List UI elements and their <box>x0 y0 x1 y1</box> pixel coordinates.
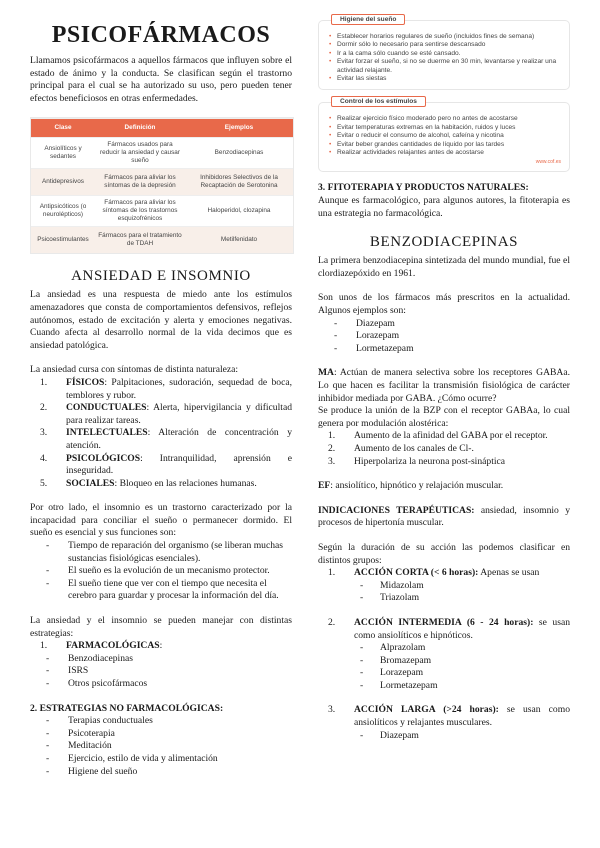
grupos-list <box>318 704 570 729</box>
sintomas-list <box>30 377 292 490</box>
grupo-corta-items <box>318 580 570 605</box>
dash-bullet: - <box>334 317 338 329</box>
ma-label: MA <box>318 367 334 379</box>
list-item-text: Lorazepam <box>380 667 424 679</box>
list-item-text: Aumento de los canales de Cl-. <box>354 442 474 454</box>
control-card <box>318 98 570 172</box>
benzo-paragraph-1: La primera benzodiacepina sintetizada del mundo mundial, fue el clordiazepóxido en 1961. <box>318 255 570 279</box>
list-item <box>327 58 561 75</box>
farma-list <box>30 640 292 653</box>
list-item-text: Apenas se usan <box>478 567 540 579</box>
nofarma-title: 2. ESTRATEGIAS NO FARMACOLÓGICAS: <box>30 702 224 714</box>
list-item-text: El sueño tiene que ver con el tiempo que necesita el cerebro para guardar y procesar la información del día. <box>68 577 279 602</box>
table-cell: Haloperidol, clozapina <box>207 207 271 215</box>
grupos-list <box>318 567 570 580</box>
list-number: 3. <box>328 455 336 467</box>
table-header-cell: Definición <box>95 119 185 137</box>
table-cell: Ansiolíticos y sedantes <box>44 145 82 161</box>
list-number: 5. <box>40 477 48 489</box>
list-item-text: : Palpitaciones, sudoración, sequedad de boca, temblores y rubor. <box>66 376 292 401</box>
list-item-text: Evitar beber grandes cantidades de líquido por las tardes <box>337 140 505 148</box>
dash-bullet: - <box>46 715 50 727</box>
list-item-text: : Alerta, hipervigilancia y dificultad para realizar tareas. <box>66 402 292 426</box>
list-item-text: : <box>159 640 163 652</box>
list-item-bold: INTELECTUALES <box>66 427 148 439</box>
right-column <box>318 0 570 742</box>
list-number: 2. <box>328 442 336 454</box>
list-item-bold: SOCIALES <box>66 477 115 489</box>
duracion-paragraph: Según la duración de su acción las podemos clasificar en distintos grupos: <box>318 541 570 566</box>
fito-title: 3. FITOTERAPIA Y PRODUCTOS NATURALES: <box>318 182 529 194</box>
left-column <box>30 0 292 778</box>
list-item <box>318 443 570 456</box>
list-number: 2. <box>328 616 336 628</box>
list-item-text: Ejercicio, estilo de vida y alimentación <box>68 752 218 764</box>
list-item <box>30 402 292 427</box>
list-item-text: Terapias conductuales <box>68 715 153 727</box>
list-item-text: El sueño es la evolución de un mecanismo protector. <box>68 565 270 577</box>
list-item <box>327 124 561 132</box>
table-row <box>31 226 293 253</box>
higiene-list <box>327 33 561 83</box>
list-item <box>30 766 292 779</box>
higiene-card-label: Higiene del sueño <box>331 14 405 25</box>
list-item-bold: ACCIÓN CORTA (< 6 horas): <box>354 567 479 579</box>
dash-bullet: - <box>46 678 50 689</box>
dash-bullet: - <box>46 740 50 752</box>
card-footer: www.cof.es <box>535 159 561 166</box>
sintomas-intro: La ansiedad cursa con síntomas de distinta naturaleza: <box>30 364 239 376</box>
table-row <box>31 137 293 168</box>
ma-paragraph <box>318 367 570 405</box>
table-cell: Benzodiacepinas <box>214 149 264 157</box>
bullet-icon: • <box>329 140 332 148</box>
page-title: PSICOFÁRMACOS <box>51 22 271 48</box>
section-title-benzo: BENZODIACEPINAS <box>369 234 519 251</box>
bullet-icon: • <box>329 49 332 57</box>
bullet-icon: • <box>329 149 332 157</box>
table-cell: Fármacos usados para reducir la ansiedad y causar sueño <box>100 141 180 165</box>
dash-bullet: - <box>46 765 50 777</box>
list-item <box>318 704 570 729</box>
intro-paragraph: Llamamos psicofármacos a aquellos fármacos que influyen sobre el estado de ánimo y la conducta. Se clasifican según el trastorno principal para el cual se ha autorizado su uso, pero pueden tener efectos beneficiosos en otras enfermedades. <box>30 55 292 104</box>
insomnio-paragraph: Por otro lado, el insomnio es un trastorno caracterizado por la incapacidad para conciliar el sueño o permanecer dormido. El sueño es esencial y sus funciones son: <box>30 502 292 539</box>
list-item <box>30 740 292 753</box>
bullet-icon: • <box>329 41 332 49</box>
ef-paragraph <box>318 480 570 493</box>
list-item <box>318 580 570 593</box>
list-number: 4. <box>40 452 48 464</box>
list-item-text: se usan como ansiolíticos e hipnóticos. <box>354 616 571 641</box>
list-item <box>327 149 561 157</box>
list-item <box>327 33 561 41</box>
ansiedad-paragraph: La ansiedad es una respuesta de miedo ante los estímulos amenazadores que consta de comportamientos defensivos, reflejos autónomos, estado de excitación y alerta y emociones negativas. Cuando afecta al desarrollo normal de la vida decimos que es ansiedad patológica. <box>30 289 292 351</box>
list-item-text: : Alteración de concentración y atención. <box>66 427 292 451</box>
list-item <box>318 318 570 331</box>
list-item-bold: ACCIÓN INTERMEDIA (6 - 24 horas): <box>354 616 534 628</box>
indicaciones-label: INDICACIONES TERAPÉUTICAS: <box>318 504 475 516</box>
list-item-text: Tiempo de reparación del organismo (se liberan muchas sustancias fisiológicas esenciales). <box>68 540 284 564</box>
list-item-text: Otros psicofármacos <box>68 678 148 689</box>
dash-bullet: - <box>360 654 364 666</box>
dash-bullet: - <box>334 330 338 342</box>
farma-items <box>30 653 292 691</box>
control-card-label: Control de los estímulos <box>331 96 426 107</box>
list-item-bold: ACCIÓN LARGA (>24 horas): <box>354 704 499 716</box>
list-item-text: ISRS <box>68 665 89 677</box>
list-item <box>30 565 292 578</box>
table-row <box>31 168 293 195</box>
grupo-larga-items <box>318 730 570 743</box>
dash-bullet: - <box>334 342 338 354</box>
table-cell: Inhibidores Selectivos de la Recaptación de Serotonina <box>200 174 278 190</box>
ma-paragraph-2: Se produce la unión de la BZP con el receptor GABAa, lo cual genera por modulación alostérica: <box>318 405 570 429</box>
table-cell: Fármacos para el tratamiento de TDAH <box>98 232 182 248</box>
dash-bullet: - <box>360 729 364 741</box>
list-item <box>30 678 292 691</box>
grupos-list <box>318 617 570 642</box>
list-number: 3. <box>40 427 48 439</box>
funciones-list <box>30 540 292 603</box>
dash-bullet: - <box>46 752 50 764</box>
list-item-text: Evitar las siestas <box>337 75 387 83</box>
table-cell: Fármacos para aliviar los síntomas de los trastornos esquizofrénicos <box>102 199 178 223</box>
list-item <box>30 578 292 603</box>
list-number: 1. <box>328 567 336 579</box>
list-item <box>318 642 570 655</box>
fito-paragraph: Aunque es farmacológico, para algunos autores, la fitoterapia es una estrategia no farmacológica. <box>318 195 570 219</box>
list-item-text: Diazepam <box>380 729 419 741</box>
list-item-text: Ir a la cama sólo cuando se esté cansado. <box>337 49 461 57</box>
bullet-icon: • <box>329 33 332 40</box>
list-item-text: Evitar temperaturas extremas en la habitación, ruidos y luces <box>337 123 516 131</box>
list-number: 1. <box>328 430 336 442</box>
list-item <box>318 567 570 580</box>
dash-bullet: - <box>360 667 364 679</box>
table-row <box>31 195 293 226</box>
list-item <box>318 330 570 343</box>
list-number: 3. <box>328 704 336 716</box>
dash-bullet: - <box>46 665 50 677</box>
list-item-text: Realizar ejercicio físico moderado pero no antes de acostarse <box>337 115 518 123</box>
list-item <box>30 640 292 653</box>
list-item-text: Diazepam <box>356 317 395 329</box>
dash-bullet: - <box>360 642 364 654</box>
psicofarmacos-table <box>30 117 294 254</box>
list-item-text: : Intranquilidad, aprensión e inseguridad. <box>66 452 292 477</box>
list-item <box>30 478 292 491</box>
list-item-bold: CONDUCTUALES <box>66 402 147 414</box>
list-item <box>30 665 292 678</box>
list-item <box>318 667 570 680</box>
dash-bullet: - <box>46 577 50 589</box>
list-item-text: Evitar forzar el sueño, si no se duerme en 30 min, levantarse y realizar una actividad relajante. <box>337 58 557 74</box>
list-item-text: Alprazolam <box>380 642 426 654</box>
list-number: 2. <box>40 402 48 414</box>
bullet-icon: • <box>329 115 332 123</box>
table-header-cell: Ejemplos <box>185 119 293 137</box>
list-item <box>327 132 561 140</box>
section-title-ansiedad: ANSIEDAD E INSOMNIO <box>71 268 251 285</box>
table-cell: Metilfenidato <box>220 236 258 244</box>
list-item <box>327 75 561 83</box>
list-item <box>30 753 292 766</box>
table-header-row <box>31 118 293 137</box>
list-item <box>318 655 570 668</box>
table-header-cell: Clase <box>31 119 95 137</box>
dash-bullet: - <box>46 652 50 664</box>
table-cell: Psicoestimulantes <box>37 236 89 244</box>
list-item <box>318 680 570 693</box>
grupo-intermedia-items <box>318 642 570 692</box>
bullet-icon: • <box>329 58 332 66</box>
list-item <box>30 540 292 565</box>
list-item-text: Aumento de la afinidad del GABA por el receptor. <box>354 430 548 442</box>
list-item-text: : Bloqueo en las relaciones humanas. <box>114 477 257 489</box>
dash-bullet: - <box>46 565 50 577</box>
list-item <box>30 453 292 478</box>
list-item-text: Realizar actividades relajantes antes de acostarse <box>337 149 484 157</box>
list-item-text: Psicoterapia <box>68 727 115 739</box>
list-item-bold: FÍSICOS <box>66 376 105 388</box>
ejemplos-list <box>318 318 570 356</box>
list-item-text: Bromazepam <box>380 654 432 666</box>
dash-bullet: - <box>360 592 364 604</box>
list-item <box>30 377 292 402</box>
ef-label: EF <box>318 480 331 492</box>
list-item-text: Meditación <box>68 740 112 752</box>
list-item <box>30 715 292 728</box>
higiene-card <box>318 16 570 90</box>
nofarma-items <box>30 715 292 778</box>
ma-list <box>318 430 570 468</box>
list-item <box>327 50 561 58</box>
list-item <box>318 617 570 642</box>
list-item <box>327 115 561 123</box>
ma-text: : Actúan de manera selectiva sobre los receptores GABAa. Lo que hacen es facilitar la transmisión fisiológica de carácter inhibidor mediada por GABA. ¿Cómo ocurre? <box>318 367 570 404</box>
list-item-text: Dormir sólo lo necesario para sentirse descansado <box>337 41 486 49</box>
list-item <box>327 141 561 149</box>
bullet-icon: • <box>329 75 332 83</box>
table-cell: Antidepresivos <box>42 178 84 186</box>
list-item <box>318 730 570 743</box>
dash-bullet: - <box>46 727 50 739</box>
benzo-paragraph-2: Son unos de los fármacos más prescritos en la actualidad. Algunos ejemplos son: <box>318 292 570 317</box>
bullet-icon: • <box>329 123 332 131</box>
list-item-text: Benzodiacepinas <box>68 652 133 664</box>
indicaciones-text: ansiedad, insomnio y procesos de hipertonía muscular. <box>318 504 570 529</box>
bullet-icon: • <box>329 132 332 140</box>
ef-text: : ansiolítico, hipnótico y relajación muscular. <box>330 480 504 492</box>
table-cell: Fármacos para aliviar los síntomas de la depresión <box>104 174 176 190</box>
list-item-text: Lorazepam <box>356 330 400 342</box>
list-item <box>318 343 570 356</box>
list-item <box>30 427 292 452</box>
list-item <box>30 653 292 666</box>
control-list <box>327 115 561 157</box>
list-number: 1. <box>40 376 48 388</box>
list-item-text: Midazolam <box>380 579 424 591</box>
list-item <box>30 728 292 741</box>
list-item-text: Lormetazepam <box>356 342 414 354</box>
list-item <box>318 430 570 443</box>
dash-bullet: - <box>360 679 364 691</box>
list-item-text: Evitar o reducir el consumo de alcohol, cafeína y nicotina <box>337 132 504 140</box>
list-item-text: Triazolam <box>380 592 420 604</box>
indicaciones-paragraph <box>318 505 570 530</box>
list-item-text: Higiene del sueño <box>68 765 138 777</box>
list-number: 1. <box>40 640 48 652</box>
list-item-text: Lormetazepam <box>380 679 438 691</box>
list-item-bold: PSICOLÓGICOS <box>66 452 141 464</box>
list-item-text: Hiperpolariza la neurona post-sináptica <box>354 455 506 467</box>
list-item-text: se usan como ansiolíticos y relajantes musculares. <box>354 704 570 729</box>
manejo-paragraph: La ansiedad y el insomnio se pueden manejar con distintas estrategias: <box>30 615 292 639</box>
list-item <box>318 592 570 605</box>
list-item-bold: FARMACOLÓGICAS <box>66 640 160 652</box>
dash-bullet: - <box>46 540 50 552</box>
dash-bullet: - <box>360 579 364 591</box>
list-item <box>318 456 570 469</box>
table-cell: Antipsicóticos (o neurolépticos) <box>39 203 87 219</box>
list-item <box>327 41 561 49</box>
list-item-text: Establecer horarios regulares de sueño (incluidos fines de semana) <box>337 33 535 40</box>
